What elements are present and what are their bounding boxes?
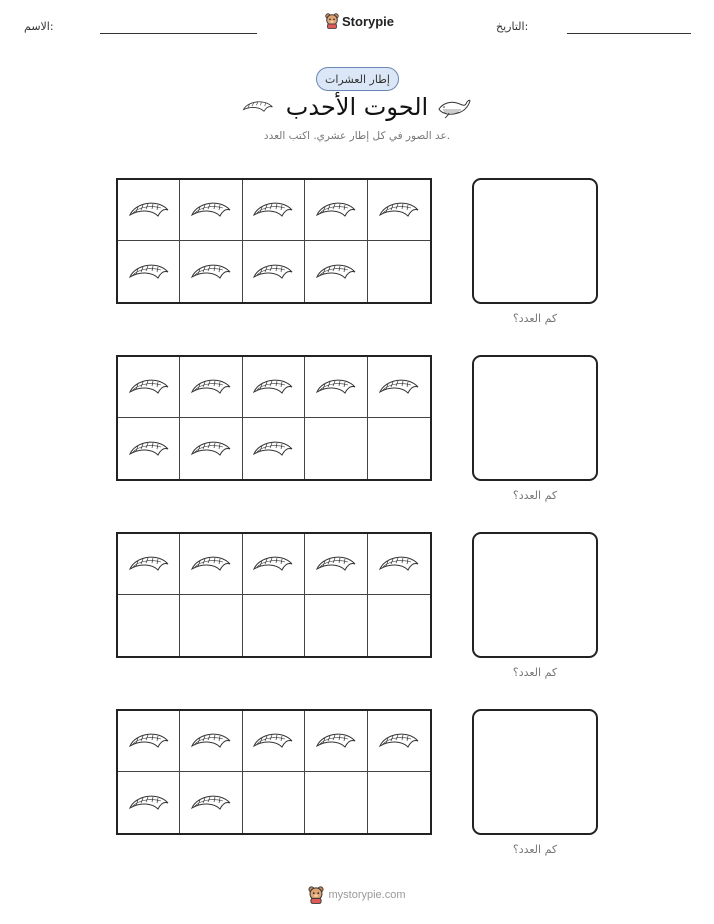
whale-fin-icon	[127, 374, 171, 400]
name-label: الاسم:	[24, 20, 54, 33]
whale-fin-icon	[377, 551, 421, 577]
whale-fin-icon	[189, 259, 233, 285]
ten-frame-cell	[368, 534, 430, 595]
ten-frame-cell	[243, 241, 305, 302]
ten-frame-cell	[243, 595, 305, 656]
answer-box[interactable]	[472, 355, 598, 481]
whale-fin-icon	[189, 551, 233, 577]
ten-frame-cell	[305, 711, 367, 772]
whale-fin-icon	[189, 197, 233, 223]
whale-fin-icon	[127, 197, 171, 223]
ten-frame-cell	[305, 772, 367, 833]
bear-mascot-icon	[325, 13, 339, 29]
name-line[interactable]	[100, 33, 257, 34]
ten-frame	[116, 532, 432, 658]
ten-frame-cell	[305, 534, 367, 595]
brand-name: Storypie	[342, 13, 395, 29]
brand-logo	[325, 13, 394, 29]
ten-frame-cell	[368, 357, 430, 418]
whale-fin-icon	[189, 436, 233, 462]
ten-frame-cell	[368, 711, 430, 772]
date-line[interactable]	[567, 33, 691, 34]
bear-mascot-icon	[308, 886, 324, 904]
count-prompt: كم العدد؟	[512, 666, 558, 679]
ten-frame-cell	[118, 180, 180, 241]
ten-frame	[116, 709, 432, 835]
ten-frame-cell	[243, 180, 305, 241]
ten-frame-cell	[180, 595, 242, 656]
whale-fin-icon	[127, 551, 171, 577]
ten-frame-cell	[180, 534, 242, 595]
ten-frame-cell	[305, 595, 367, 656]
ten-frame-cell	[243, 711, 305, 772]
ten-frame-cell	[368, 241, 430, 302]
ten-frame-cell	[118, 418, 180, 479]
ten-frame-cell	[368, 180, 430, 241]
ten-frame-cell	[243, 534, 305, 595]
ten-frame	[116, 178, 432, 304]
whale-fin-icon	[314, 551, 358, 577]
whale-fin-icon	[314, 374, 358, 400]
ten-frame-cell	[180, 180, 242, 241]
ten-frame-cell	[118, 241, 180, 302]
whale-fin-icon	[377, 728, 421, 754]
whale-fin-icon	[127, 790, 171, 816]
ten-frame-cell	[180, 772, 242, 833]
whale-fin-icon	[314, 259, 358, 285]
ten-frame-cell	[118, 357, 180, 418]
ten-frame-cell	[368, 772, 430, 833]
ten-frame-cell	[368, 595, 430, 656]
ten-frame-cell	[118, 772, 180, 833]
whale-fin-icon	[189, 728, 233, 754]
worksheet-instructions: عد الصور في كل إطار عشري. اكتب العدد.	[263, 130, 451, 142]
whale-fin-icon	[127, 728, 171, 754]
ten-frame-cell	[180, 241, 242, 302]
ten-frame-cell	[305, 241, 367, 302]
ten-frame-cell	[118, 711, 180, 772]
whale-fin-icon	[377, 197, 421, 223]
ten-frame-cell	[118, 595, 180, 656]
ten-frame-cell	[243, 357, 305, 418]
whale-fin-icon	[314, 197, 358, 223]
ten-frame-cell	[180, 711, 242, 772]
footer-url[interactable]: mystorypie.com	[328, 889, 406, 901]
whale-fin-icon	[251, 197, 295, 223]
whale-fin-icon	[251, 551, 295, 577]
ten-frame-cell	[180, 357, 242, 418]
category-badge	[316, 67, 399, 91]
whale-fin-icon	[251, 259, 295, 285]
whale-icon	[437, 95, 471, 119]
count-prompt: كم العدد؟	[512, 489, 558, 502]
whale-fin-icon	[314, 728, 358, 754]
whale-fin-icon	[127, 436, 171, 462]
ten-frame-cell	[305, 418, 367, 479]
whale-fin-icon	[377, 374, 421, 400]
ten-frame	[116, 355, 432, 481]
whale-fin-icon	[189, 790, 233, 816]
whale-fin-icon	[251, 374, 295, 400]
whale-fin-icon	[251, 728, 295, 754]
answer-box[interactable]	[472, 532, 598, 658]
worksheet-title: الحوت الأحدب	[285, 93, 429, 121]
ten-frame-cell	[368, 418, 430, 479]
footer	[0, 886, 714, 904]
whale-fin-icon	[189, 374, 233, 400]
answer-box[interactable]	[472, 709, 598, 835]
date-label: التاريخ:	[496, 20, 529, 33]
ten-frame-cell	[180, 418, 242, 479]
count-prompt: كم العدد؟	[512, 843, 558, 856]
whale-fin-icon	[127, 259, 171, 285]
count-prompt: كم العدد؟	[512, 312, 558, 325]
category-badge-label: إطار العشرات	[325, 72, 390, 86]
ten-frame-cell	[243, 772, 305, 833]
ten-frame-cell	[305, 357, 367, 418]
ten-frame-cell	[118, 534, 180, 595]
whale-fin-icon	[251, 436, 295, 462]
ten-frame-cell	[305, 180, 367, 241]
answer-box[interactable]	[472, 178, 598, 304]
ten-frame-cell	[243, 418, 305, 479]
